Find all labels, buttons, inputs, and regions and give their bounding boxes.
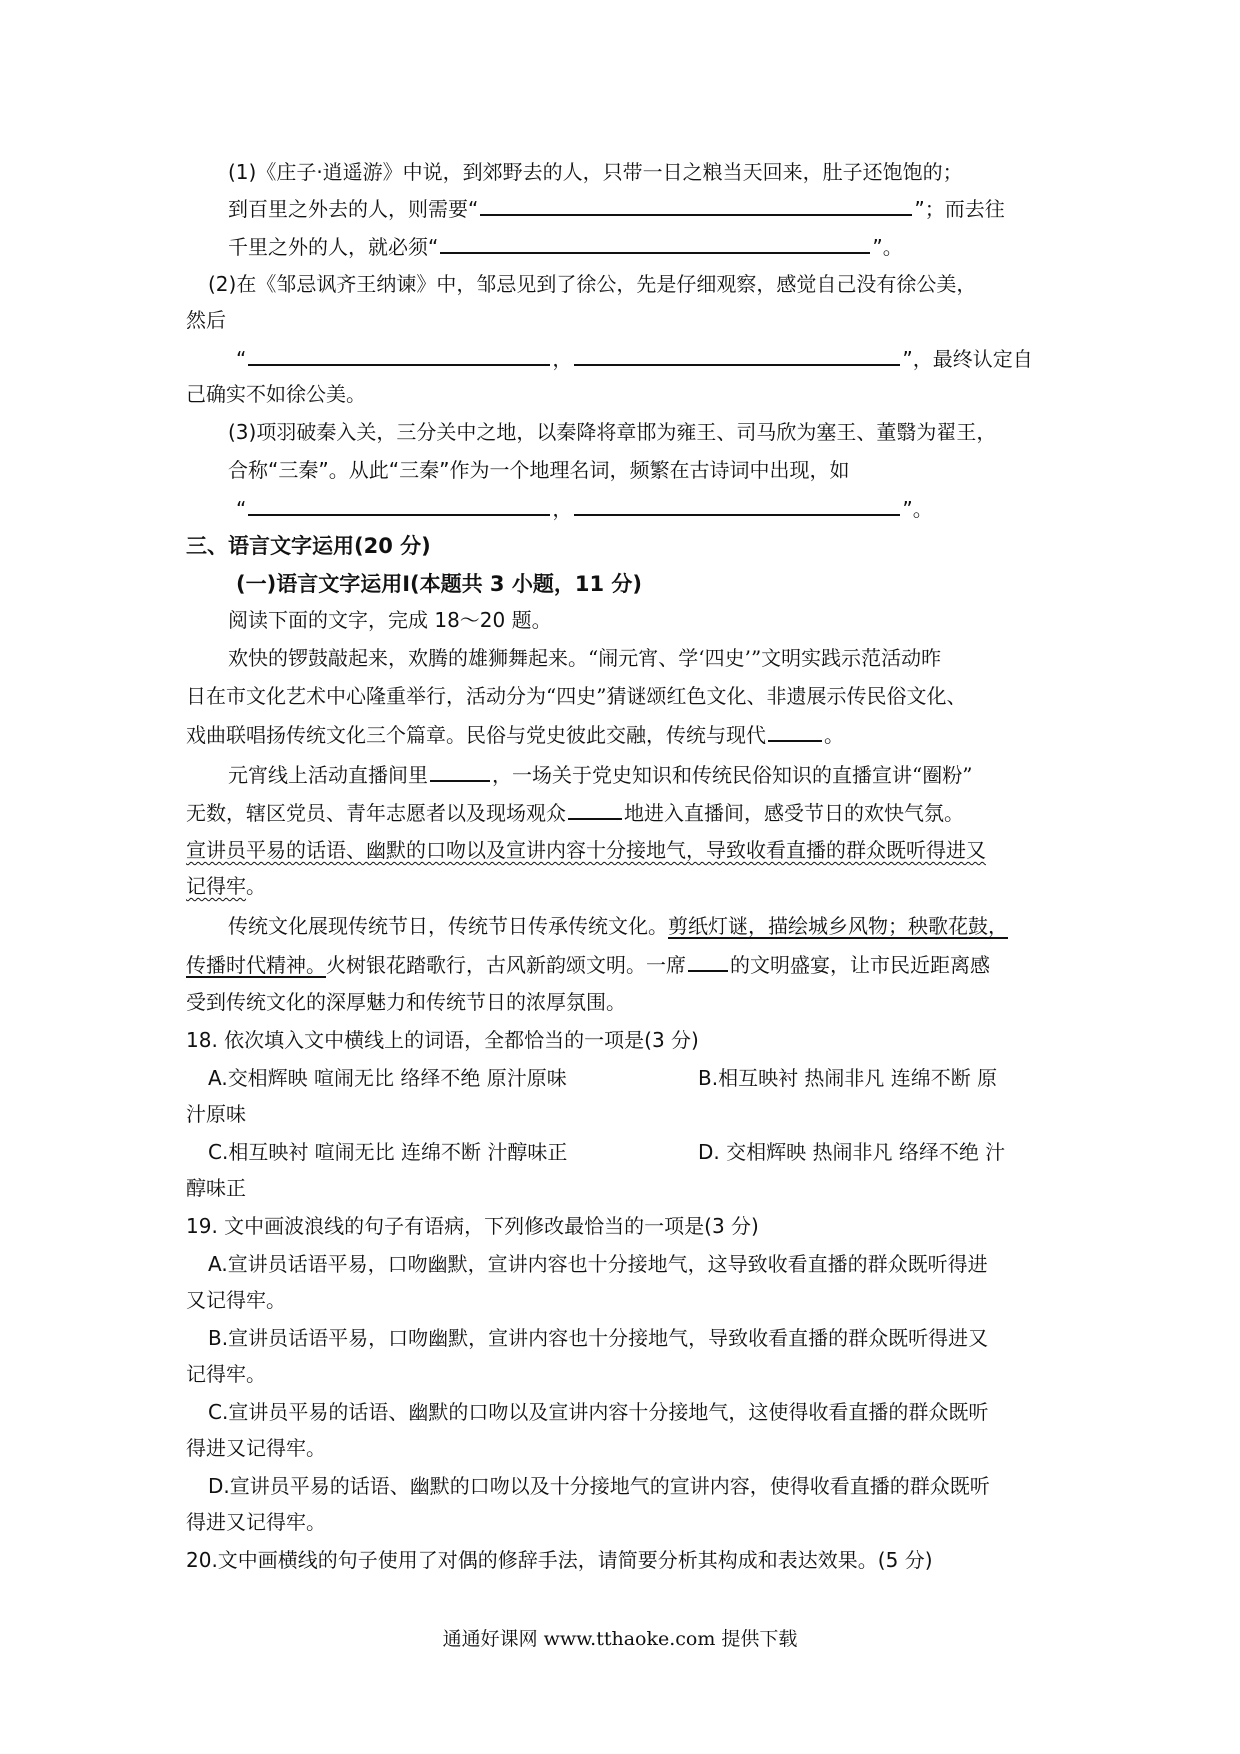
passage-p3-line2 (186, 950, 990, 979)
q1-line3-text-a: 千里之外的人，就必须“ (228, 235, 439, 259)
q3-line1: (3)项羽破秦入关，三分关中之地，以秦降将章邯为雍王、司马欣为塞王、董翳为翟王， (228, 420, 997, 444)
q20-stem: 20.文中画横线的句子使用了对偶的修辞手法，请简要分析其构成和表达效果。(5 分) (186, 1548, 933, 1572)
wavy-underlined-sentence-end: 记得牢 (186, 874, 246, 898)
q19-option-d-line2: 得进又记得牢。 (186, 1510, 326, 1534)
underlined-couplet-part1: 剪纸灯谜，描绘城乡风物；秧歌花鼓， (668, 914, 1008, 938)
q2-line1: (2)在《邹忌讽齐王纳谏》中，邹忌见到了徐公，先是仔细观察，感觉自己没有徐公美， (208, 272, 977, 296)
passage-p2-line1-text-b: ，一场关于党史知识和传统民俗知识的直播宣讲“圈粉” (492, 763, 973, 787)
q18-option-a: A.交相辉映 喧闹无比 络绎不绝 原汁原味 (208, 1066, 567, 1090)
q19-option-c-line2: 得进又记得牢。 (186, 1436, 326, 1460)
q19-stem: 19. 文中画波浪线的句子有语病，下列修改最恰当的一项是(3 分) (186, 1214, 759, 1238)
q2-line3-text-b: ， (552, 347, 573, 371)
answer-blank[interactable] (248, 344, 550, 366)
passage-p1-line1: 欢快的锣鼓敲起来，欢腾的雄狮舞起来。“闹元宵、学‘四史’”文明实践示范活动昨 (228, 646, 942, 670)
passage-p3-line2-text-c: 的文明盛宴，让市民近距离感 (730, 953, 990, 977)
q1-line3 (228, 232, 903, 261)
answer-blank[interactable] (568, 798, 622, 820)
answer-blank[interactable] (430, 760, 490, 782)
passage-p3-line3: 受到传统文化的深厚魅力和传统节日的浓厚氛围。 (186, 990, 626, 1014)
wavy-underlined-sentence: 宣讲员平易的话语、幽默的口吻以及宣讲内容十分接地气，导致收看直播的群众既听得进又 (186, 838, 986, 862)
answer-blank[interactable] (574, 344, 900, 366)
passage-p1-line3-text-a: 戏曲联唱扬传统文化三个篇章。民俗与党史彼此交融，传统与现代 (186, 723, 766, 747)
q2-line3 (236, 344, 1033, 373)
q3-line2: 合称“三秦”。从此“三秦”作为一个地理名词，频繁在古诗词中出现，如 (228, 458, 850, 482)
answer-blank[interactable] (768, 720, 822, 742)
q2-line3-text-a: “ (236, 347, 247, 371)
q2-line3-text-c: ”，最终认定自 (902, 347, 1033, 371)
passage-p2-line2-text-a: 无数，辖区党员、青年志愿者以及现场观众 (186, 801, 566, 825)
passage-p2-line1-text-a: 元宵线上活动直播间里 (228, 763, 428, 787)
passage-p3-line1-text-a: 传统文化展现传统节日，传统节日传承传统文化。 (228, 914, 668, 938)
q19-option-a-line2: 又记得牢。 (186, 1288, 286, 1312)
q19-option-c-line1: C.宣讲员平易的话语、幽默的口吻以及宣讲内容十分接地气，这使得收看直播的群众既听 (208, 1400, 989, 1424)
passage-p2-line4-period: 。 (246, 874, 266, 898)
passage-p1-line3 (186, 720, 844, 749)
q18-stem: 18. 依次填入文中横线上的词语，全都恰当的一项是(3 分) (186, 1028, 699, 1052)
passage-p2-line1 (228, 760, 972, 789)
passage-p1-line2: 日在市文化艺术中心隆重举行，活动分为“四史”猜谜颂红色文化、非遗展示传民俗文化、 (186, 684, 967, 708)
q18-option-c: C.相互映衬 喧闹无比 连绵不断 汁醇味正 (208, 1140, 568, 1164)
q19-option-b-line2: 记得牢。 (186, 1362, 266, 1386)
answer-blank[interactable] (480, 194, 912, 216)
answer-blank[interactable] (248, 494, 550, 516)
answer-blank[interactable] (574, 494, 900, 516)
answer-blank[interactable] (688, 950, 728, 972)
passage-p2-line4 (186, 872, 266, 900)
section-subheading: (一)语言文字运用Ⅰ(本题共 3 小题，11 分) (236, 572, 642, 596)
answer-blank[interactable] (440, 232, 870, 254)
q19-option-a-line1: A.宣讲员话语平易，口吻幽默，宣讲内容也十分接地气，这导致收看直播的群众既听得进 (208, 1252, 988, 1276)
q19-option-d-line1: D.宣讲员平易的话语、幽默的口吻以及十分接地气的宣讲内容，使得收看直播的群众既听 (208, 1474, 990, 1498)
q3-line3-text-b: ， (552, 497, 573, 521)
q3-line3-text-c: ”。 (902, 497, 933, 521)
q1-line2 (228, 194, 1005, 223)
q18-option-d: D. 交相辉映 热闹非凡 络绎不绝 汁 (698, 1140, 1006, 1164)
q3-line3 (236, 494, 933, 523)
q3-line3-text-a: “ (236, 497, 247, 521)
passage-p2-line2 (186, 798, 964, 827)
q1-line1: (1)《庄子·逍遥游》中说，到郊野去的人，只带一日之粮当天回来，肚子还饱饱的； (228, 160, 963, 184)
q18-option-b-cont: 汁原味 (186, 1102, 246, 1126)
q18-option-d-cont: 醇味正 (186, 1176, 246, 1200)
passage-p3-line2-text-b: 火树银花踏歌行，古风新韵颂文明。一席 (326, 953, 686, 977)
passage-p1-line3-text-b: 。 (824, 723, 844, 747)
passage-p2-line3 (186, 836, 986, 864)
q18-option-b: B.相互映衬 热闹非凡 连绵不断 原 (698, 1066, 998, 1090)
q2-line2: 然后 (186, 308, 226, 332)
q1-line3-text-b: ”。 (872, 235, 903, 259)
underlined-couplet-part2: 传播时代精神。 (186, 953, 326, 977)
section-instruction: 阅读下面的文字，完成 18～20 题。 (228, 608, 552, 632)
section-heading: 三、语言文字运用(20 分) (186, 534, 431, 558)
page-footer: 通通好课网 www.tthaoke.com 提供下载 (442, 1628, 798, 1650)
passage-p2-line2-text-b: 地进入直播间，感受节日的欢快气氛。 (624, 801, 964, 825)
q1-line2-text-a: 到百里之外去的人，则需要“ (228, 197, 479, 221)
q19-option-b-line1: B.宣讲员话语平易，口吻幽默，宣讲内容也十分接地气，导致收看直播的群众既听得进又 (208, 1326, 989, 1350)
q1-line2-text-b: ”；而去往 (914, 197, 1005, 221)
q2-line4: 己确实不如徐公美。 (186, 382, 366, 406)
passage-p3-line1 (228, 912, 1008, 940)
